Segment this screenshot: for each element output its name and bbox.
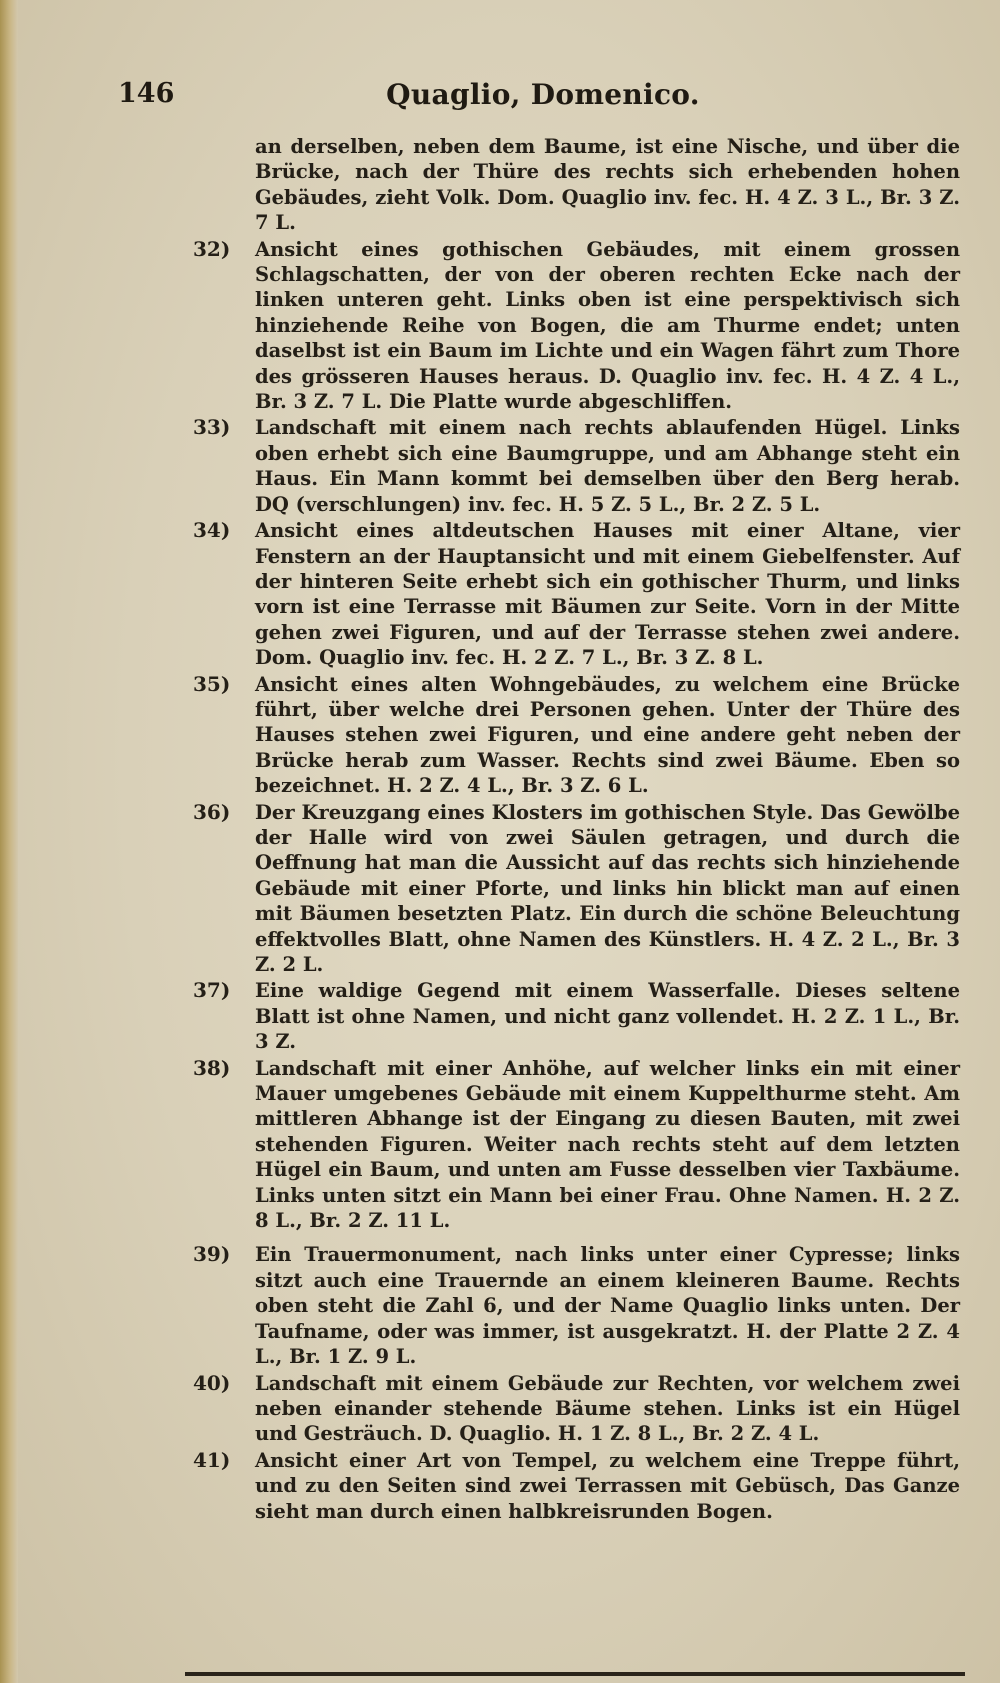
body-text xyxy=(193,134,960,1525)
bottom-edge-rule xyxy=(185,1672,965,1676)
entry-text: Ein Trauermonument, nach links unter einer Cypresse; links sitzt auch eine Trauernde an einem kleineren Baume. Rechts oben steht die Zahl 6, und der Name Quaglio links unten. Der Taufname, oder was immer, ist ausgekratzt. H. der Platte 2 Z. 4 L., Br. 1 Z. 9 L. xyxy=(255,1243,960,1369)
catalog-entry-34 xyxy=(193,518,960,670)
catalog-entry-32 xyxy=(193,236,960,415)
page-header xyxy=(118,78,968,118)
continuation-paragraph: an derselben, neben dem Baume, ist eine Nische, und über die Brücke, nach der Thüre des rechts sich erhebenden hohen Gebäudes, zieht Volk. Dom. Quaglio inv. fec. H. 4 Z. 3 L., Br. 3 Z. 7 L. xyxy=(255,135,960,235)
book-spine-edge xyxy=(0,0,18,1683)
entry-number: 37) xyxy=(193,978,231,1003)
entry-number: 39) xyxy=(193,1242,231,1267)
entry-text: Landschaft mit einem Gebäude zur Rechten, vor welchem zwei neben einander stehende Bäume stehen. Links ist ein Hügel und Gesträuch. D. Quaglio. H. 1 Z. 8 L., Br. 2 Z. 4 L. xyxy=(255,1371,960,1446)
catalog-entry-36 xyxy=(193,799,960,978)
entry-text: Der Kreuzgang eines Klosters im gothischen Style. Das Gewölbe der Halle wird von zwei Säulen getragen, und durch die Oeffnung hat man die Aussicht auf das rechts sich hinziehende Gebäude mit einer Pforte, und links hin blickt man auf einen mit Bäumen besetzten Platz. Ein durch die schöne Beleuchtung effektvolles Blatt, ohne Namen des Künstlers. H. 4 Z. 2 L., Br. 3 Z. 2 L. xyxy=(255,800,960,976)
catalog-entry-33 xyxy=(193,415,960,517)
entry-number: 40) xyxy=(193,1370,231,1395)
entry-text: Landschaft mit einem nach rechts ablaufenden Hügel. Links oben erhebt sich eine Baumgruppe, und am Abhange steht ein Haus. Ein Mann kommt bei demselben über den Berg herab. DQ (verschlungen) inv. fec. H. 5 Z. 5 L., Br. 2 Z. 5 L. xyxy=(255,416,960,516)
catalog-entry-37 xyxy=(193,978,960,1054)
catalog-entry-41 xyxy=(193,1447,960,1524)
running-title: Quaglio, Domenico. xyxy=(386,78,700,111)
entry-text: Landschaft mit einer Anhöhe, auf welcher links ein mit einer Mauer umgebenes Gebäude mit einem Kuppelthurme steht. Am mittleren Abhange ist der Eingang zu diesen Bauten, mit zwei stehenden Figuren. Weiter nach rechts steht auf dem letzten Hügel ein Baum, und unten am Fusse desselben vier Taxbäume. Links unten sitzt ein Mann bei einer Frau. Ohne Namen. H. 2 Z. 8 L., Br. 2 Z. 11 L. xyxy=(255,1056,960,1233)
entry-text: Ansicht eines alten Wohngebäudes, zu welchem eine Brücke führt, über welche drei Personen gehen. Unter der Thüre des Hauses stehen zwei Figuren, und eine andere geht neben der Brücke herab zum Wasser. Rechts sind zwei Bäume. Eben so bezeichnet. H. 2 Z. 4 L., Br. 3 Z. 6 L. xyxy=(255,672,960,798)
entry-number: 34) xyxy=(193,518,231,543)
entry-number: 41) xyxy=(193,1447,231,1472)
catalog-entry-40 xyxy=(193,1370,960,1447)
entry-number: 36) xyxy=(193,799,231,824)
catalog-entry-39 xyxy=(193,1242,960,1369)
entry-number: 32) xyxy=(193,236,231,261)
catalog-entry-38 xyxy=(193,1055,960,1234)
entry-text: Eine waldige Gegend mit einem Wasserfalle. Dieses seltene Blatt ist ohne Namen, und nicht ganz vollendet. H. 2 Z. 1 L., Br. 3 Z. xyxy=(255,979,960,1054)
entry-text: Ansicht einer Art von Tempel, zu welchem eine Treppe führt, und zu den Seiten sind zwei Terrassen mit Gebüsch, Das Ganze sieht man durch einen halbkreisrunden Bogen. xyxy=(255,1448,960,1523)
catalog-entry-35 xyxy=(193,671,960,799)
entry-number: 33) xyxy=(193,415,231,440)
entry-text: Ansicht eines altdeutschen Hauses mit einer Altane, vier Fenstern an der Hauptansicht und mit einem Giebelfenster. Auf der hinteren Seite erhebt sich ein gothischer Thurm, und links vorn ist eine Terrasse mit Bäumen zur Seite. Vorn in der Mitte gehen zwei Figuren, und auf der Terrasse stehen zwei andere. Dom. Quaglio inv. fec. H. 2 Z. 7 L., Br. 3 Z. 8 L. xyxy=(255,519,960,670)
entry-text: Ansicht eines gothischen Gebäudes, mit einem grossen Schlagschatten, der von der oberen rechten Ecke nach der linken unteren geht. Links oben ist eine perspektivisch sich hinziehende Reihe von Bogen, die am Thurme endet; unten daselbst ist ein Baum im Lichte und ein Wagen fährt zum Thore des grösseren Hauses heraus. D. Quaglio inv. fec. H. 4 Z. 4 L., Br. 3 Z. 7 L. Die Platte wurde abgeschliffen. xyxy=(255,237,960,414)
entry-number: 38) xyxy=(193,1055,231,1080)
page-number: 146 xyxy=(118,78,175,109)
entry-number: 35) xyxy=(193,671,231,696)
